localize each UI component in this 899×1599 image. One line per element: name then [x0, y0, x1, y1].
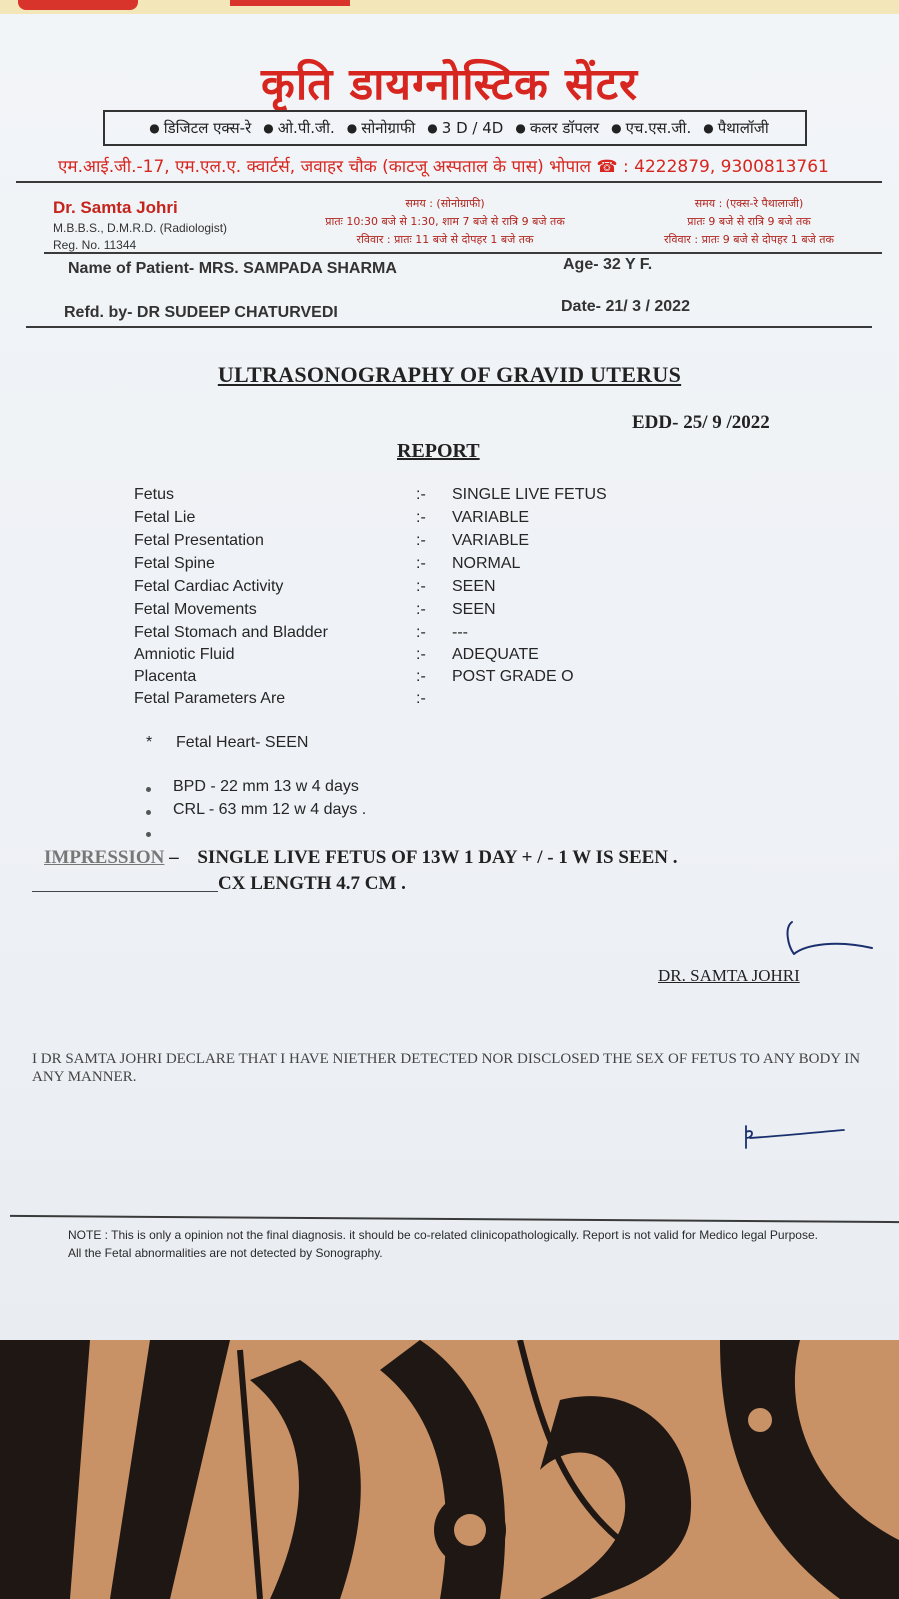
finding-row	[134, 690, 734, 712]
finding-row	[134, 486, 734, 508]
impression-line1	[44, 847, 678, 869]
finding-separator: :-	[416, 578, 426, 595]
signature-name: DR. SAMTA JOHRI	[658, 966, 800, 985]
sono-timings	[295, 195, 595, 249]
declaration: I DR SAMTA JOHRI DECLARE THAT I HAVE NIETHER DETECTED NOR DISCLOSED THE SEX OF FETUS TO ANY BODY IN ANY MANNER.	[32, 1051, 861, 1085]
clinic-address: एम.आई.जी.-17, एम.एल.ए. क्वार्टर्स, जवाहर चौक (काटजू अस्पताल के पास) भोपाल ☎ : 4222879, 9300813761	[58, 157, 829, 177]
finding-value: VARIABLE	[452, 532, 530, 549]
report-heading: REPORT	[397, 440, 480, 462]
services-box	[103, 110, 807, 146]
fetal-heart: Fetal Heart- SEEN	[176, 734, 309, 751]
finding-row	[134, 601, 734, 623]
impression-text: SINGLE LIVE FETUS OF 13W 1 DAY + / - 1 W IS SEEN .	[197, 847, 678, 868]
note-line2: All the Fetal abnormalities are not detected by Sonography.	[68, 1246, 383, 1260]
initials-mark	[740, 1122, 850, 1152]
edd: EDD- 25/ 9 /2022	[632, 412, 770, 433]
service-item: ● कलर डॉपलर	[507, 118, 599, 138]
finding-value: ADEQUATE	[452, 646, 539, 663]
service-item: ● एच.एस.जी.	[603, 118, 691, 138]
finding-row	[134, 578, 734, 600]
finding-row	[134, 668, 734, 690]
finding-separator: :-	[416, 624, 426, 641]
asterisk-marker: *	[146, 734, 153, 751]
sono-timings-title: समय : (सोनोग्राफी)	[405, 197, 485, 210]
signature-mark	[780, 918, 878, 962]
footer-note	[68, 1226, 848, 1262]
finding-row	[134, 646, 734, 668]
finding-separator: :-	[416, 532, 426, 549]
finding-separator: :-	[416, 509, 426, 526]
finding-value: SEEN	[452, 578, 496, 595]
xray-timings-line2: रविवार : प्रातः 9 बजे से दोपहर 1 बजे तक	[663, 233, 835, 246]
xray-timings-title: समय : (एक्स-रे पैथालाजी)	[694, 197, 804, 210]
finding-label: Fetal Cardiac Activity	[134, 578, 284, 595]
patient-name: Name of Patient- MRS. SAMPADA SHARMA	[68, 260, 397, 277]
referred-by: Refd. by- DR SUDEEP CHATURVEDI	[64, 304, 338, 321]
sono-timings-line2: रविवार : प्रातः 11 बजे से दोपहर 1 बजे तक	[356, 233, 534, 246]
sono-timings-line1: प्रातः 10:30 बजे से 1:30, शाम 7 बजे से रात्रि 9 बजे तक	[325, 215, 565, 228]
finding-value: VARIABLE	[452, 509, 530, 526]
finding-row	[134, 555, 734, 577]
service-item: ● पैथालॉजी	[695, 118, 769, 138]
bullet-icon	[146, 832, 151, 837]
finding-row	[134, 532, 734, 554]
finding-value: SEEN	[452, 601, 496, 618]
finding-label: Fetal Stomach and Bladder	[134, 624, 328, 641]
service-item: ● डिजिटल एक्स-रे	[141, 118, 251, 138]
finding-label: Fetal Presentation	[134, 532, 264, 549]
patient-age: Age- 32 Y F.	[563, 256, 653, 273]
doctor-qualification: M.B.B.S., D.M.R.D. (Radiologist)	[53, 221, 228, 235]
finding-label: Fetus	[134, 486, 175, 503]
bullet-icon	[146, 787, 151, 792]
doctor-divider	[44, 252, 882, 254]
xray-timings-line1: प्रातः 9 बजे से रात्रि 9 बजे तक	[687, 215, 811, 228]
service-item: ● ओ.पी.जी.	[255, 118, 335, 138]
report-date: Date- 21/ 3 / 2022	[561, 298, 690, 315]
finding-label: Fetal Parameters Are	[134, 690, 286, 707]
clinic-name: कृति डायग्नोस्टिक सेंटर	[261, 59, 638, 110]
impression-line2: CX LENGTH 4.7 CM .	[218, 873, 406, 894]
xray-timings	[636, 195, 862, 249]
fabric-pattern	[0, 1340, 899, 1599]
finding-separator: :-	[416, 601, 426, 618]
doctor-reg-no: Reg. No. 11344	[53, 238, 137, 252]
finding-separator: :-	[416, 486, 426, 503]
finding-value: ---	[452, 624, 468, 641]
service-item: ● सोनोग्राफी	[339, 118, 416, 138]
footer-divider	[10, 1215, 899, 1223]
bpd-measurement: BPD - 22 mm 13 w 4 days	[173, 778, 359, 795]
report-title: ULTRASONOGRAPHY OF GRAVID UTERUS	[217, 362, 682, 387]
finding-row	[134, 624, 734, 646]
bullet-icon	[146, 810, 151, 815]
header-divider	[16, 181, 882, 183]
patient-divider	[26, 326, 872, 328]
impression-underline	[32, 891, 218, 892]
finding-separator: :-	[416, 668, 426, 685]
finding-value: SINGLE LIVE FETUS	[452, 486, 607, 503]
finding-label: Fetal Spine	[134, 555, 215, 572]
finding-value: POST GRADE O	[452, 668, 574, 685]
fabric-background	[0, 1340, 899, 1599]
finding-label: Fetal Movements	[134, 601, 257, 618]
finding-separator: :-	[416, 555, 426, 572]
doctor-block	[53, 198, 227, 252]
finding-separator: :-	[416, 646, 426, 663]
service-item: ● 3 D / 4D	[419, 119, 503, 137]
finding-label: Fetal Lie	[134, 509, 196, 526]
previous-page-edge	[0, 0, 899, 14]
crl-measurement: CRL - 63 mm 12 w 4 days .	[173, 801, 367, 818]
note-line1: NOTE : This is only a opinion not the final diagnosis. it should be co-related clinicopathologically. Report is not valid for Medico legal Purpose.	[68, 1228, 818, 1242]
finding-row	[134, 509, 734, 531]
finding-label: Placenta	[134, 668, 197, 685]
finding-value: NORMAL	[452, 555, 521, 572]
doctor-name: Dr. Samta Johri	[53, 198, 178, 217]
finding-label: Amniotic Fluid	[134, 646, 235, 663]
finding-separator: :-	[416, 690, 426, 707]
impression-key: IMPRESSION	[44, 847, 165, 868]
impression-dash: –	[169, 847, 179, 868]
